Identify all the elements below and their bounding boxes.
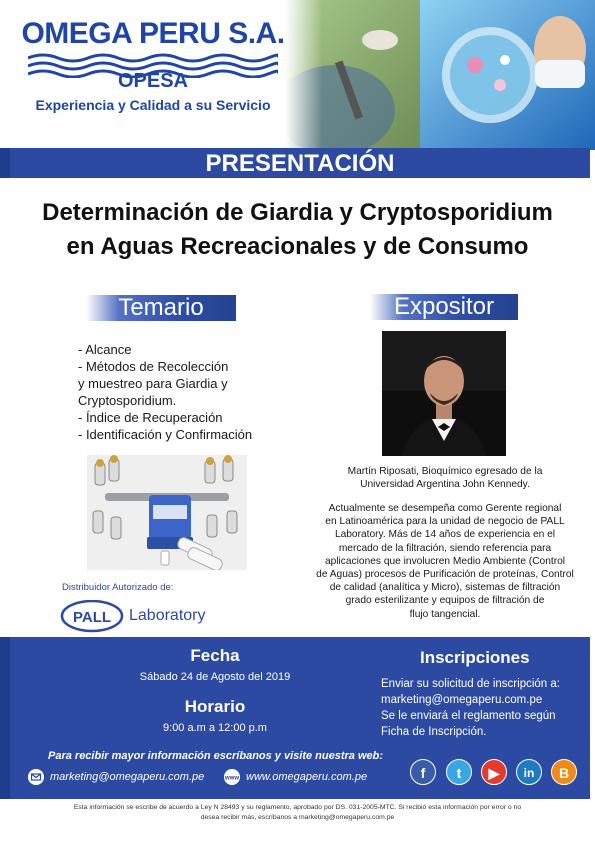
speaker-intro-line: Universidad Argentina John Kennedy. bbox=[360, 479, 530, 491]
horario-value: 9:00 a.m a 12:00 p.m bbox=[163, 722, 267, 734]
band-accent bbox=[0, 148, 10, 178]
speaker-bio-line: en Latinoamérica para la unidad de negocio de PALL bbox=[325, 516, 565, 528]
youtube-icon[interactable]: ▶ bbox=[481, 759, 507, 785]
inscripciones-email-link[interactable]: marketing@omegaperu.com.pe bbox=[381, 694, 543, 706]
header bbox=[0, 0, 595, 150]
event-title-line-2: en Aguas Recreacionales y de Consumo bbox=[66, 233, 529, 260]
speaker-bio-line: grado esterilizante y equipos de filtración de bbox=[345, 595, 545, 607]
event-title-line-1: Determinación de Giardia y Cryptosporidium bbox=[42, 199, 553, 226]
inscripciones-line: Se le enviará el reglamento según bbox=[381, 710, 556, 722]
inscripciones-heading: Inscripciones bbox=[420, 648, 530, 667]
legal-footer bbox=[20, 803, 575, 823]
twitter-icon[interactable]: t bbox=[446, 759, 472, 785]
email-icon bbox=[28, 769, 44, 785]
presentation-band bbox=[10, 148, 590, 178]
horario-heading: Horario bbox=[184, 697, 246, 716]
bottom-accent bbox=[0, 637, 10, 799]
temario-item: Cryptosporidium. bbox=[78, 393, 177, 408]
contact-email-link[interactable]: marketing@omegaperu.com.pe bbox=[50, 771, 205, 783]
speaker-intro-line: Martín Riposati, Bioquímico egresado de la bbox=[347, 466, 543, 477]
brand-short-name: OPESA bbox=[117, 70, 189, 92]
legal-footer-line: Esta información se escribe de acuerdo a Ley N 28493 y su reglamento, aprobado por DS. 031-2005-MTC. Si recibió esta información por error o no bbox=[73, 804, 522, 811]
temario-list bbox=[78, 341, 288, 443]
inscripciones-text bbox=[381, 676, 586, 740]
pall-logo-text: PALL bbox=[72, 609, 112, 626]
speaker-bio bbox=[300, 502, 590, 621]
brand-block bbox=[18, 18, 288, 113]
blogger-icon[interactable]: B bbox=[551, 759, 577, 785]
brand-tagline: Experiencia y Calidad a su Servicio bbox=[35, 97, 271, 113]
inscripciones-line: Ficha de Inscripción. bbox=[381, 726, 487, 738]
contact-web-link[interactable]: www.omegaperu.com.pe bbox=[246, 771, 368, 783]
speaker-bio-line: Laboratory. Más de 14 años de experiencia en el bbox=[334, 529, 556, 541]
filtration-equipment-image bbox=[87, 455, 247, 570]
header-photo-collage bbox=[285, 0, 595, 150]
fecha-heading: Fecha bbox=[190, 646, 240, 665]
speaker-bio-line: de Aguas) procesos de Purificación de proteínas, Control bbox=[316, 569, 574, 581]
temario-heading: Temario bbox=[86, 295, 236, 321]
temario-item: y muestreo para Giardia y bbox=[78, 376, 228, 391]
globe-icon bbox=[224, 769, 240, 785]
inscripciones-line: Enviar su solicitud de inscripción a: bbox=[381, 678, 560, 690]
expositor-heading: Expositor bbox=[370, 294, 518, 320]
brand-name: OMEGA PERU S.A. bbox=[21, 17, 285, 50]
temario-item: - Identificación y Confirmación bbox=[78, 427, 253, 442]
globe-icon-label: www bbox=[224, 775, 240, 782]
speaker-bio-line: aplicaciones que involucren Medio Ambiente (Control bbox=[324, 555, 566, 567]
linkedin-icon[interactable]: in bbox=[516, 759, 542, 785]
speaker-portrait bbox=[382, 331, 506, 456]
event-title bbox=[0, 196, 595, 264]
distributor-label: Distribuidor Autorizado de: bbox=[62, 582, 174, 593]
temario-item: - Métodos de Recolección bbox=[78, 359, 229, 374]
speaker-bio-line: de calidad (analítica y Micro), sistemas de filtración bbox=[329, 582, 561, 594]
more-info-text: Para recibir mayor información escríbanos y visite nuestra web: bbox=[48, 750, 384, 762]
speaker-bio-line: Actualmente se desempeña como Gerente regional bbox=[328, 503, 562, 514]
speaker-bio-line: flujo tangencial. bbox=[409, 608, 481, 620]
facebook-icon[interactable]: f bbox=[410, 759, 436, 785]
temario-item: - Alcance bbox=[78, 342, 132, 357]
speaker-bio-line: mercado de la filtración, siendo referencia para bbox=[338, 542, 552, 554]
band-title: PRESENTACIÓN bbox=[205, 150, 395, 177]
fecha-value: Sábado 24 de Agosto del 2019 bbox=[139, 671, 291, 683]
legal-footer-line: desea recibir más, escríbanos a marketing@omegaperu.com.pe bbox=[200, 814, 395, 821]
speaker-intro bbox=[300, 465, 590, 491]
pall-laboratory-label: Laboratory bbox=[129, 607, 206, 624]
temario-item: - Índice de Recuperación bbox=[78, 410, 223, 425]
